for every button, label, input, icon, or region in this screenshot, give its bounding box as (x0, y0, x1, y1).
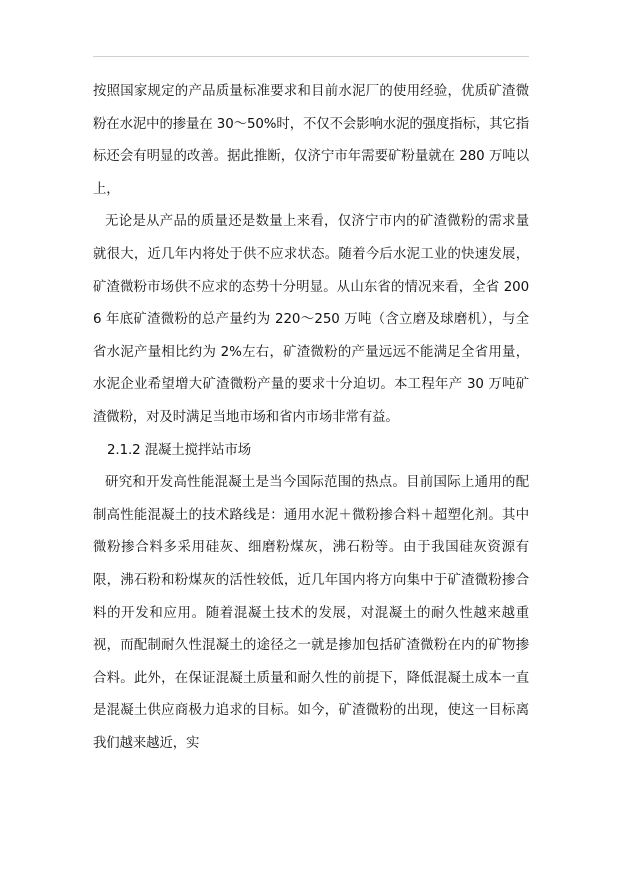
header-rule (93, 56, 529, 57)
section-heading: 2.1.2 混凝土搅拌站市场 (107, 442, 252, 458)
paragraph-1: 按照国家规定的产品质量标准要求和目前水泥厂的使用经验，优质矿渣微粉在水泥中的掺量在 30～50%时，不仅不会影响水泥的强度指标，其它指标还会有明显的改善。据此推断，仅济宁市年需要矿粉量就在 280 万吨以上， (93, 84, 529, 197)
document-body (93, 76, 529, 760)
paragraph-2: 无论是从产品的质量还是数量上来看，仅济宁市内的矿渣微粉的需求量就很大，近几年内将处于供不应求状态。随着今后水泥工业的快速发展，矿渣微粉市场供不应求的态势十分明显。从山东省的情况来看，全省 2006 年底矿渣微粉的总产量约为 220～250 万吨（含立磨及球磨机），与全省水泥产量相比约为 2%左右，矿渣微粉的产量远远不能满足全省用量，水泥企业希望增大矿渣微粉产量的要求十分迫切。本工程年产 30 万吨矿渣微粉，对及时满足当地市场和省内市场非常有益。 (93, 214, 529, 425)
paragraph-3: 研究和开发高性能混凝土是当今国际范围的热点。目前国际上通用的配制高性能混凝土的技术路线是：通用水泥＋微粉掺合料＋超塑化剂。其中微粉掺合料多采用硅灰、细磨粉煤灰，沸石粉等。由于我国硅灰资源有限，沸石粉和粉煤灰的活性较低，近几年国内将方向集中于矿渣微粉掺合料的开发和应用。随着混凝土技术的发展，对混凝土的耐久性越来越重视，而配制耐久性混凝土的途径之一就是掺加包括矿渣微粉在内的矿物掺合料。此外，在保证混凝土质量和耐久性的前提下，降低混凝土成本一直是混凝土供应商极力追求的目标。如今，矿渣微粉的出现，使这一目标离我们越来越近，实 (93, 475, 529, 751)
